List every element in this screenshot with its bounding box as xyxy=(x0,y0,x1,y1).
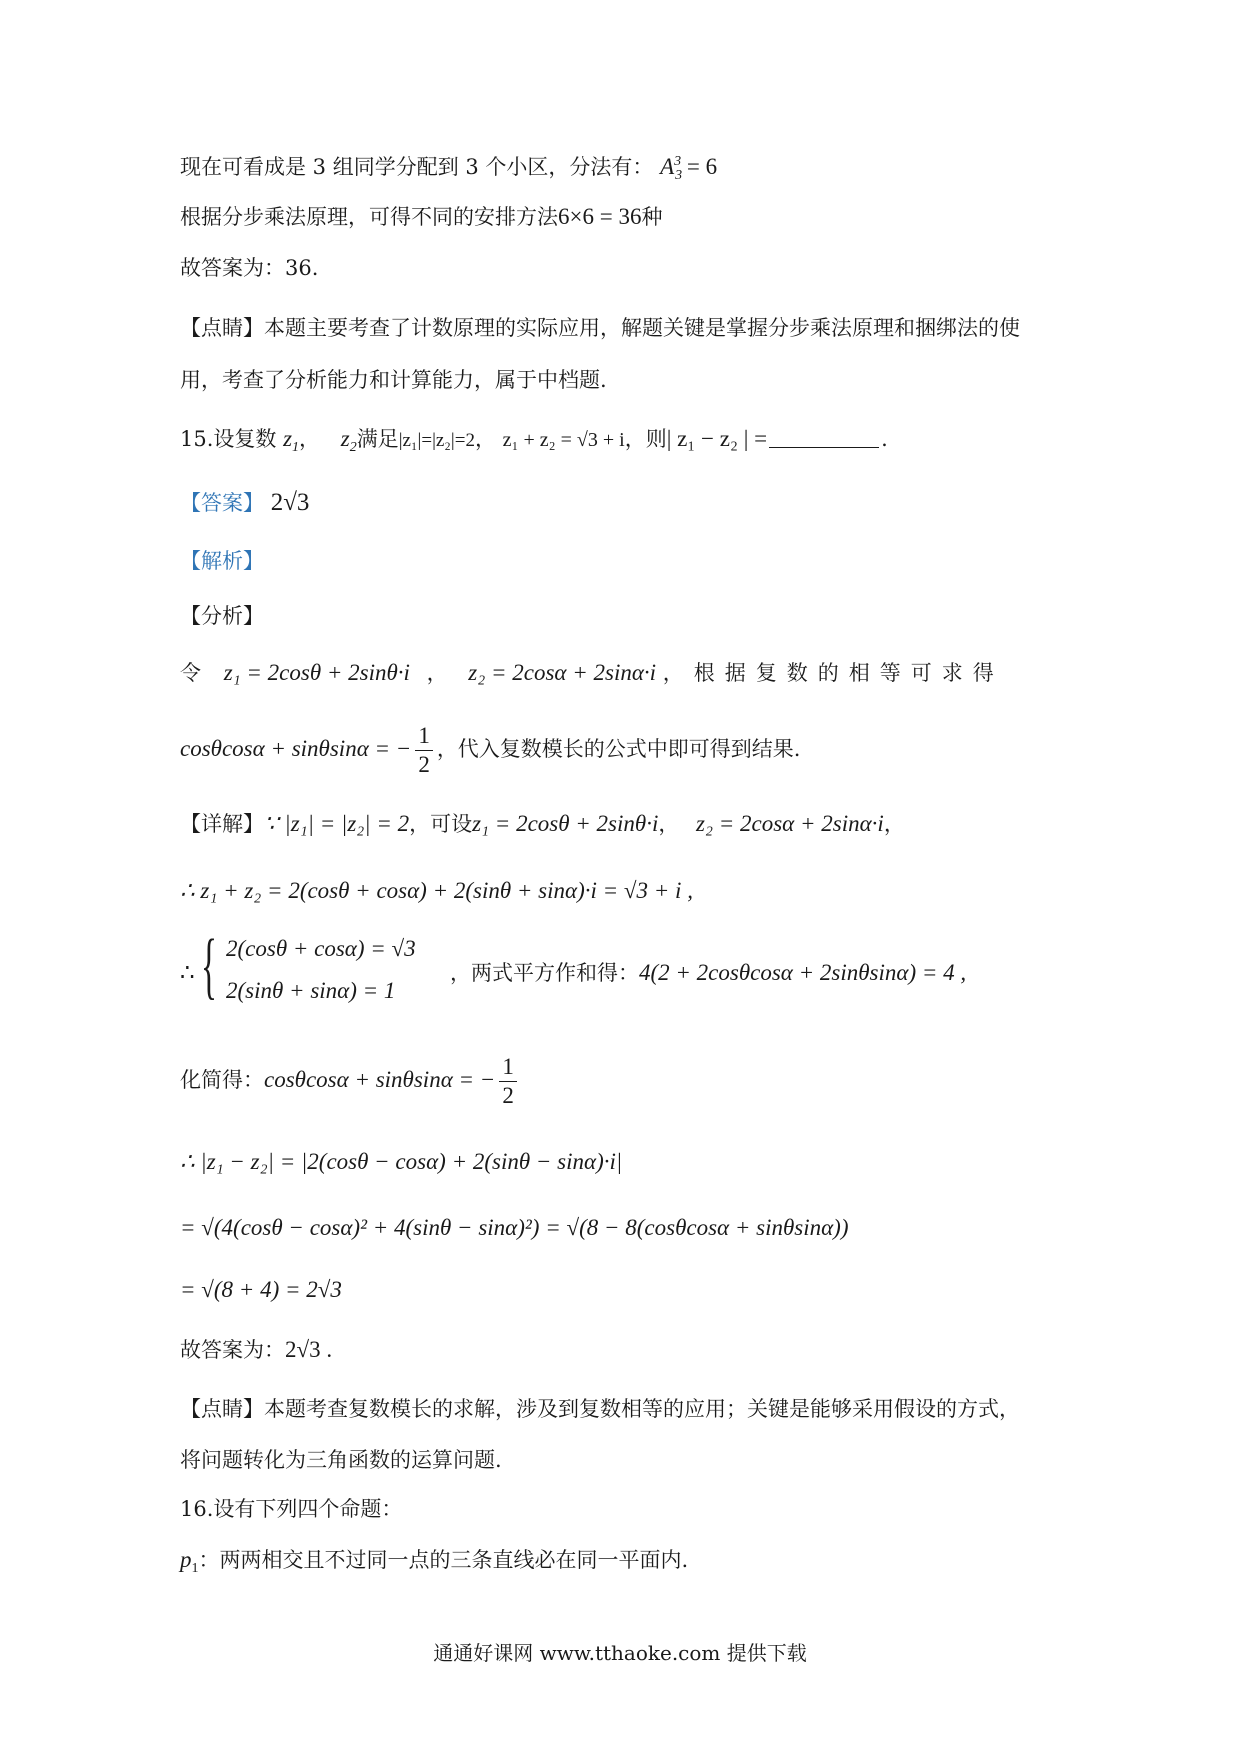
text-line-2: 根据分步乘法原理，可得不同的安排方法6×6 = 36种 xyxy=(180,204,663,229)
comment-line-1: 【点睛】本题主要考查了计数原理的实际应用，解题关键是掌握分步乘法原理和捆绑法的使 xyxy=(180,316,1020,340)
answer-blank[interactable] xyxy=(769,427,879,448)
equation-3: = √(8 + 4) = 2√3 xyxy=(180,1277,342,1302)
xiangjie-line-1: 【详解】∵ |z₁| = |z₂| = 2，可设z₁ = 2cosθ + 2sinθ·i， z₂ = 2cosα + 2sinα·i， xyxy=(180,811,905,836)
comment-2-line-1: 【点睛】本题考查复数模长的求解，涉及到复数相等的应用；关键是能够采用假设的方式， xyxy=(180,1397,1020,1421)
system-text: ，两式平方作和得：4(2 + 2cosθcosα + 2sinθsinα) = 4 , xyxy=(450,960,967,985)
comment-2-line-2: 将问题转化为三角函数的运算问题. xyxy=(180,1448,502,1472)
comment-line-2: 用，考查了分析能力和计算能力，属于中档题. xyxy=(180,368,607,392)
question-16: 16.设有下列四个命题： xyxy=(180,1497,403,1521)
text-line-1: 现在可看成是 3 组同学分配到 3 个小区，分法有： $A_3^3 = 6$ xyxy=(180,154,718,183)
fenxi-tag: 【分析】 xyxy=(180,604,264,628)
fenxi-line-2: cosθcosα + sinθsinα = − $\frac{1}{2}$ ，代入复数模长的公式中即可得到结果. xyxy=(180,723,801,777)
xiangjie-line-2: ∴ z₁ + z₂ = 2(cosθ + cosα) + 2(sinθ + sinα)·i = √3 + i , xyxy=(180,878,693,903)
answer-section xyxy=(180,488,309,518)
answer-tag: 【答案】 xyxy=(180,491,264,515)
system-eq-2: 2(sinθ + sinα) = 1 xyxy=(226,978,396,1003)
equation-1: ∴ |z₁ − z₂| = |2(cosθ − cosα) + 2(sinθ − sinα)·i| xyxy=(180,1149,623,1174)
fraction: $\frac{1}{2}$ xyxy=(415,722,433,779)
page-footer: 通通好课网 www.tthaoke.com 提供下载 xyxy=(433,1641,807,1665)
fraction: $\frac{1}{2}$ xyxy=(499,1053,517,1110)
proposition-p1: $p_1$：两两相交且不过同一点的三条直线必在同一平面内. xyxy=(180,1547,689,1576)
answer-value: 2√3 xyxy=(270,489,310,516)
simplify-line: 化简得：cosθcosα + sinθsinα = − $\frac{1}{2}$ xyxy=(180,1053,521,1110)
system-brace: { xyxy=(201,925,217,1007)
final-answer: 故答案为：2√3 . xyxy=(180,1337,333,1362)
math-permutation: $A_3^3$ xyxy=(660,154,683,183)
system-therefore: ∴ xyxy=(180,960,195,985)
answer-line-1: 故答案为：36. xyxy=(180,256,319,280)
analysis-tag: 【解析】 xyxy=(180,549,264,573)
fenxi-line-1: 令 z₁ = 2cosθ + 2sinθ·i ， z₂ = 2cosα + 2sinα·i ，根据复数的相等可求得 xyxy=(180,660,1004,685)
question-15: 15.设复数 $z_1$， $z_2$满足|z₁|=|z₂|=2， z₁ + z₂ = √3 + i，则| z₁ − z₂ | = . xyxy=(180,426,888,455)
system-eq-1: 2(cosθ + cosα) = √3 xyxy=(226,936,416,961)
equation-2: = √(4(cosθ − cosα)² + 4(sinθ − sinα)²) = √(8 − 8(cosθcosα + sinθsinα)) xyxy=(180,1215,849,1240)
